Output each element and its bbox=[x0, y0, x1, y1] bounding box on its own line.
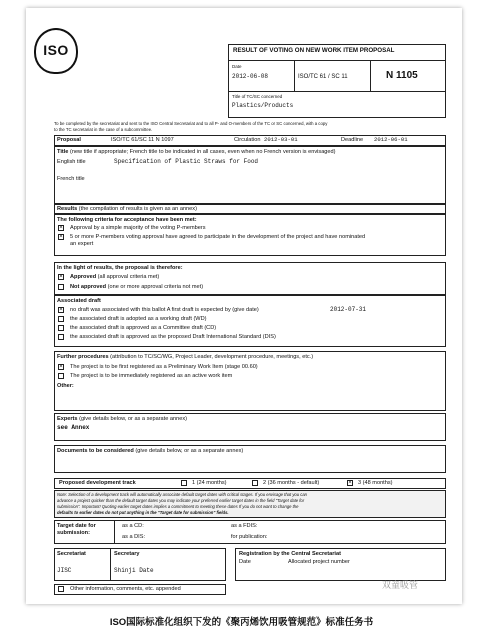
approved-line bbox=[70, 274, 159, 281]
date-value: 2012-06-08 bbox=[232, 73, 269, 80]
iso-logo bbox=[34, 28, 78, 74]
procedures-note: (attribution to TC/SC/WG, Project Leader, development procedure, meetings, etc.) bbox=[110, 354, 314, 360]
experts-heading: Experts bbox=[57, 416, 78, 422]
criteria-text-3: an expert bbox=[70, 241, 94, 247]
english-title-value: Specification of Plastic Straws for Food bbox=[114, 158, 259, 165]
procedures-text-2: The project is to be immediately registered as an active work item bbox=[70, 373, 233, 379]
note-line-2: advance a project quicker than the default target dates you may indicate your preferred earlier target dates in the field "Target date for bbox=[57, 498, 305, 503]
procedures-checkbox-1[interactable]: × bbox=[59, 364, 63, 370]
date-label: Date bbox=[232, 64, 242, 69]
note-line-3: submission". Important! Quoting earlier target dates implies a commitment to meeting these dates If you do not want to change the bbox=[57, 504, 299, 509]
criteria-checkbox-2[interactable]: × bbox=[59, 234, 63, 240]
outcome-heading: In the light of results, the proposal is therefore: bbox=[57, 265, 183, 271]
procedures-text-1: The project is to be first registered as a Preliminary Work Item (stage 00.60) bbox=[70, 364, 258, 370]
title-heading: Title bbox=[57, 149, 69, 155]
track-checkbox-2[interactable] bbox=[252, 480, 258, 486]
draft-text-1: no draft was associated with this ballot A first draft is expected by (give date) bbox=[70, 307, 259, 313]
track-checkbox-1[interactable] bbox=[181, 480, 187, 486]
image-caption: ISO国际标准化组织下发的《聚丙烯饮用吸管规范》标准任务书 bbox=[109, 617, 374, 628]
target-as-dis: as a DIS: bbox=[122, 534, 146, 540]
experts-value: see Annex bbox=[57, 424, 90, 431]
approved-note: (all approval criteria met) bbox=[97, 274, 160, 280]
draft-text-4: the associated draft is approved as the proposed Draft International Standard (DIS) bbox=[70, 334, 276, 340]
experts-line bbox=[57, 416, 187, 423]
draft-checkbox-4[interactable] bbox=[58, 334, 64, 340]
document-number: N 1105 bbox=[386, 70, 418, 81]
proposal-value: ISO/TC 61/SC 11 N 1097 bbox=[111, 137, 174, 143]
results-heading: Results bbox=[57, 206, 78, 212]
intro-line-2: to the TC secretariat in the case of a subcommittee. bbox=[54, 127, 153, 132]
track-option-3: 3 (48 months) bbox=[358, 480, 393, 486]
watermark-text: 双童吸管 bbox=[382, 580, 419, 590]
experts-note: (give details below, or as a separate annex) bbox=[79, 416, 187, 422]
track-label: Proposed development track bbox=[59, 480, 136, 486]
title-concerned-value: Plastics/Products bbox=[232, 102, 294, 109]
documents-note: (give details below, or as a separate annex) bbox=[135, 448, 244, 454]
reference-value: ISO/TC 61 / SC 11 bbox=[298, 74, 348, 80]
registration-date-label: Date bbox=[239, 559, 251, 565]
intro-line-1: To be completed by the secretariat and sent to the ISO Central Secretariat and to all P- and O-members of the TC or SC concerned, with a copy bbox=[54, 121, 328, 126]
approved-checkbox[interactable]: × bbox=[59, 274, 63, 280]
registration-heading: Registration by the Central Secretariat bbox=[239, 551, 341, 557]
results-note: (the compilation of results is given as an annex) bbox=[78, 206, 197, 212]
track-option-1: 1 (24 months) bbox=[192, 480, 227, 486]
track-option-2: 2 (36 months - default) bbox=[263, 480, 320, 486]
not-approved-line bbox=[70, 284, 203, 291]
procedures-checkbox-2[interactable] bbox=[58, 373, 64, 379]
procedures-heading: Further procedures bbox=[57, 354, 109, 360]
target-as-fdis: as a FDIS: bbox=[231, 523, 258, 529]
registration-number-label: Allocated project number bbox=[288, 559, 350, 565]
criteria-heading: The following criteria for acceptance have been met: bbox=[57, 217, 197, 223]
english-title-label: English title bbox=[57, 159, 86, 165]
draft-heading: Associated draft bbox=[57, 298, 101, 304]
french-title-label: French title bbox=[57, 176, 85, 182]
form-title: RESULT OF VOTING ON NEW WORK ITEM PROPOSAL bbox=[233, 47, 395, 54]
deadline-value: 2012-06-01 bbox=[374, 136, 408, 143]
not-approved-note: (one or more approval criteria not met) bbox=[107, 284, 204, 290]
draft-date: 2012-07-31 bbox=[330, 306, 367, 313]
criteria-text-1: Approval by a simple majority of the voting P-members bbox=[70, 225, 206, 231]
not-approved-label: Not approved bbox=[70, 284, 107, 290]
results-line bbox=[57, 206, 197, 213]
title-concerned-label: Title of TC/SC concerned bbox=[232, 94, 283, 99]
procedures-other-label: Other: bbox=[57, 383, 74, 389]
title-note: (new title if appropriate; French title to be indicated in all cases, even when no French version is envisaged) bbox=[69, 149, 336, 155]
secretary-label: Secretary bbox=[114, 551, 140, 557]
target-label: Target date for submission: bbox=[57, 523, 96, 536]
other-info-checkbox[interactable] bbox=[58, 586, 64, 592]
proposal-label: Proposal bbox=[57, 137, 81, 143]
note-line-4: defaults to earlier dates do not put anything in the "Target date for submission" fields. bbox=[57, 510, 229, 515]
secretariat-value: JISC bbox=[57, 567, 72, 574]
circulation-label: Circulation bbox=[234, 137, 261, 143]
deadline-label: Deadline bbox=[341, 137, 364, 143]
draft-checkbox-1[interactable]: × bbox=[59, 307, 63, 313]
criteria-checkbox-1[interactable]: × bbox=[59, 225, 63, 231]
documents-heading: Documents to be considered bbox=[57, 448, 134, 454]
not-approved-checkbox[interactable] bbox=[58, 284, 64, 290]
iso-logo-text: ISO bbox=[43, 42, 69, 58]
draft-checkbox-3[interactable] bbox=[58, 325, 64, 331]
document-page bbox=[26, 8, 462, 604]
title-heading-line bbox=[57, 149, 336, 156]
criteria-text-2: 5 or more P-members voting approval have agreed to participate in the development of the project and have nominated bbox=[70, 234, 366, 240]
other-info-label: Other information, comments, etc. appended bbox=[70, 586, 181, 592]
circulation-value: 2012-03-01 bbox=[264, 136, 298, 143]
target-as-cd: as a CD: bbox=[122, 523, 144, 529]
draft-checkbox-2[interactable] bbox=[58, 316, 64, 322]
target-for-publication: for publication: bbox=[231, 534, 268, 540]
documents-line bbox=[57, 448, 243, 455]
draft-text-3: the associated draft is approved as a Committee draft (CD) bbox=[70, 325, 217, 331]
secretary-value: Shinji Date bbox=[114, 567, 154, 574]
approved-label: Approved bbox=[70, 274, 97, 280]
track-checkbox-3[interactable]: × bbox=[348, 480, 352, 486]
secretariat-label: Secretariat bbox=[57, 551, 86, 557]
note-line-1: Note: Selection of a development track will automatically associate default target dates with critical stages. If you envisage that you can bbox=[57, 492, 307, 497]
draft-text-2: the associated draft is adopted as a working draft (WD) bbox=[70, 316, 207, 322]
procedures-line bbox=[57, 354, 313, 361]
